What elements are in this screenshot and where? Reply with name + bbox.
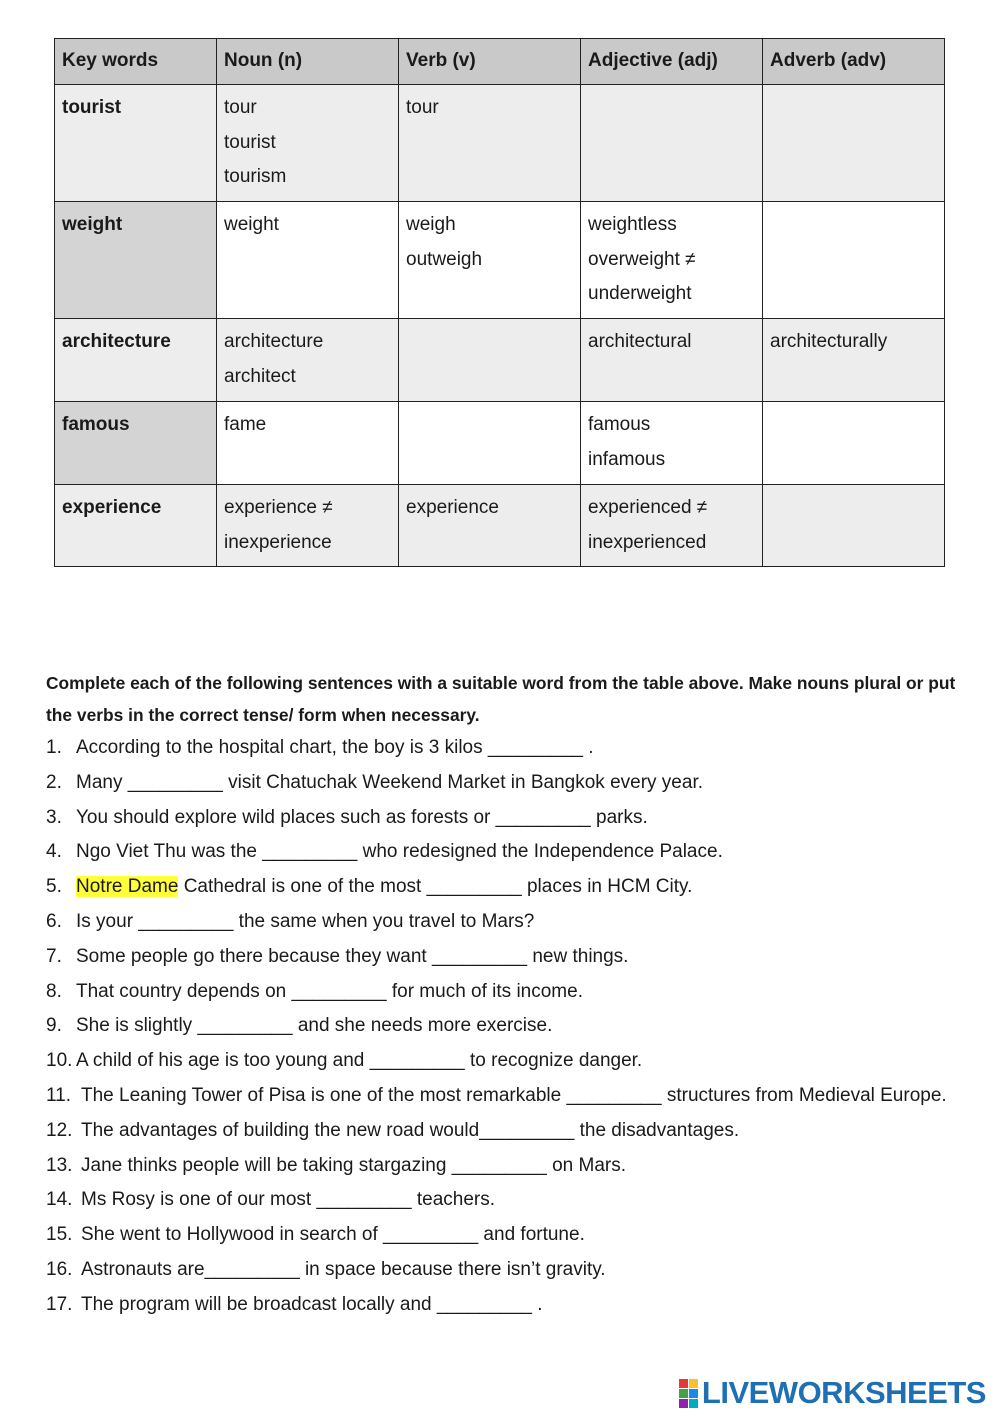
question-item: 15. She went to Hollywood in search of _________ and fortune. xyxy=(46,1224,585,1246)
noun-cell: tour tourist tourism xyxy=(217,85,399,202)
verb-cell xyxy=(399,402,581,485)
header-verb: Verb (v) xyxy=(399,39,581,85)
adverb-cell xyxy=(763,485,945,567)
liveworksheets-logo[interactable] xyxy=(679,1376,986,1410)
header-noun: Noun (n) xyxy=(217,39,399,85)
table-row xyxy=(55,402,945,485)
noun-cell: fame xyxy=(217,402,399,485)
question-item: 1. According to the hospital chart, the boy is 3 kilos _________ . xyxy=(46,737,594,758)
question-item: 5. Notre Dame Cathedral is one of the most _________ places in HCM City. xyxy=(46,876,693,898)
header-adverb: Adverb (adv) xyxy=(763,39,945,85)
adjective-cell xyxy=(581,85,763,202)
question-item: 3. You should explore wild places such as forests or _________ parks. xyxy=(46,806,648,828)
adjective-cell: weightless overweight ≠ underweight xyxy=(581,202,763,319)
question-item: 10. A child of his age is too young and _________ to recognize danger. xyxy=(46,1050,643,1072)
table-row xyxy=(55,319,945,402)
question-item: 9. She is slightly _________ and she needs more exercise. xyxy=(46,1015,553,1037)
key-word-cell: famous xyxy=(55,402,217,485)
verb-cell: weigh outweigh xyxy=(399,202,581,319)
adverb-cell xyxy=(763,85,945,202)
adjective-cell: architectural xyxy=(581,319,763,402)
question-item: 7. Some people go there because they want _________ new things. xyxy=(46,945,629,967)
key-word-cell: architecture xyxy=(55,319,217,402)
exercise-instructions: Complete each of the following sentences with a suitable word from the table above. Make nouns plural or put the verbs in the correct tense/ form when necessary. xyxy=(46,673,956,725)
question-item: 6. Is your _________ the same when you travel to Mars? xyxy=(46,910,535,932)
question-item: 17. The program will be broadcast locally and _________ . xyxy=(46,1293,543,1315)
key-word-cell: experience xyxy=(55,485,217,567)
table-row xyxy=(55,85,945,202)
question-item: 13. Jane thinks people will be taking stargazing _________ on Mars. xyxy=(46,1154,627,1176)
adverb-cell xyxy=(763,402,945,485)
adjective-cell: famous infamous xyxy=(581,402,763,485)
key-word-cell: tourist xyxy=(55,85,217,202)
noun-cell: experience ≠ inexperience xyxy=(217,485,399,567)
noun-cell: weight xyxy=(217,202,399,319)
question-item: 2. Many _________ visit Chatuchak Weekend Market in Bangkok every year. xyxy=(46,771,703,793)
key-word-cell: weight xyxy=(55,202,217,319)
table-header-row xyxy=(55,39,945,85)
question-item: 12. The advantages of building the new road would_________ the disadvantages. xyxy=(46,1119,740,1141)
question-item: 4. Ngo Viet Thu was the _________ who redesigned the Independence Palace. xyxy=(46,841,723,863)
verb-cell: tour xyxy=(399,85,581,202)
highlighted-text: Notre Dame xyxy=(76,876,179,898)
question-item: 11. The Leaning Tower of Pisa is one of the most remarkable _________ structures from Medieval Europe. xyxy=(46,1084,947,1106)
header-key-words: Key words xyxy=(55,39,217,85)
adjective-cell: experienced ≠ inexperienced xyxy=(581,485,763,567)
question-item: 14. Ms Rosy is one of our most _________ teachers. xyxy=(46,1189,496,1211)
table-row xyxy=(55,202,945,319)
question-list xyxy=(46,731,981,1323)
verb-cell: experience xyxy=(399,485,581,567)
question-item: 16. Astronauts are_________ in space because there isn’t gravity. xyxy=(46,1258,606,1280)
logo-text: LIVEWORKSHEETS xyxy=(701,1375,986,1410)
header-adjective: Adjective (adj) xyxy=(581,39,763,85)
noun-cell: architecture architect xyxy=(217,319,399,402)
word-family-table xyxy=(54,38,945,567)
question-item: 8. That country depends on _________ for much of its income. xyxy=(46,980,583,1002)
adverb-cell: architecturally xyxy=(763,319,945,402)
liveworksheets-logo-icon xyxy=(679,1379,698,1408)
table-row xyxy=(55,485,945,567)
adverb-cell xyxy=(763,202,945,319)
verb-cell xyxy=(399,319,581,402)
